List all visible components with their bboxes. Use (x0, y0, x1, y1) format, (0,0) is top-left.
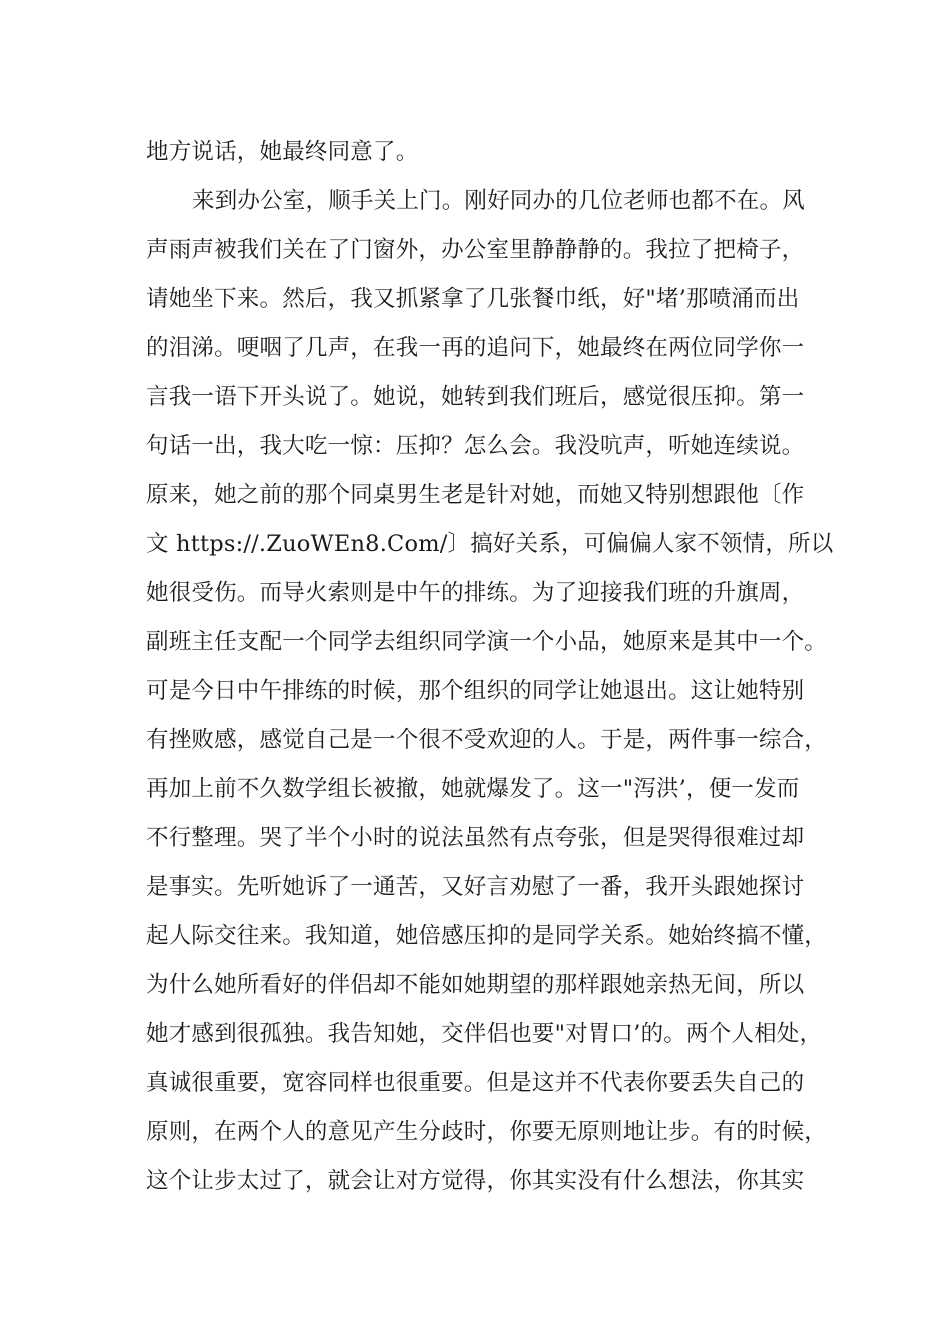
text-line: 不行整理。哭了半个小时的说法虽然有点夸张，但是哭得很难过却 (146, 825, 805, 851)
text-line: 句话一出，我大吃一惊：压抑？怎么会。我没吭声，听她连续说。 (146, 433, 805, 459)
text-line: 请她坐下来。然后，我又抓紧拿了几张餐巾纸，好"堵’那喷涌而出 (146, 286, 800, 312)
text-line: 她很受伤。而导火索则是中午的排练。为了迎接我们班的升旗周， (146, 580, 805, 606)
text-line: 言我一语下开头说了。她说，她转到我们班后，感觉很压抑。第一 (146, 384, 805, 410)
text-line: 起人际交往来。我知道，她倍感压抑的是同学关系。她始终搞不懂， (146, 923, 828, 949)
text-line: 真诚很重要，宽容同样也很重要。但是这并不代表你要丢失自己的 (146, 1070, 805, 1096)
text-line: 为什么她所看好的伴侣却不能如她期望的那样跟她亲热无间，所以 (146, 972, 805, 998)
text-line: 有挫败感，感觉自己是一个很不受欢迎的人。于是，两件事一综合， (146, 727, 828, 753)
text-line: 原则，在两个人的意见产生分歧时，你要无原则地让步。有的时候， (146, 1119, 828, 1145)
text-line: 再加上前不久数学组长被撤，她就爆发了。这一"泻洪’，便一发而 (146, 776, 800, 802)
text-line: 可是今日中午排练的时候，那个组织的同学让她退出。这让她特别 (146, 678, 805, 704)
text-line: 声雨声被我们关在了门窗外，办公室里静静静的。我拉了把椅子， (146, 237, 805, 263)
text-line: 原来，她之前的那个同桌男生老是针对她，而她又特别想跟他〔作 (146, 482, 805, 508)
paragraph-first-line: 来到办公室，顺手关上门。刚好同办的几位老师也都不在。风 (192, 188, 805, 214)
text-line: 副班主任支配一个同学去组织同学演一个小品，她原来是其中一个。 (146, 629, 828, 655)
text-line: 是事实。先听她诉了一通苦，又好言劝慰了一番，我开头跟她探讨 (146, 874, 805, 900)
text-line: 这个让步太过了，就会让对方觉得，你其实没有什么想法，你其实 (146, 1168, 805, 1194)
text-line: 地方说话，她最终同意了。 (146, 139, 419, 165)
text-line: 文 https://.ZuoWEn8.Com/〕搞好关系，可偏偏人家不领情，所以 (146, 531, 834, 557)
text-line: 她才感到很孤独。我告知她，交伴侣也要"对胃口’的。两个人相处， (146, 1021, 823, 1047)
text-line: 的泪涕。哽咽了几声，在我一再的追问下，她最终在两位同学你一 (146, 335, 805, 361)
